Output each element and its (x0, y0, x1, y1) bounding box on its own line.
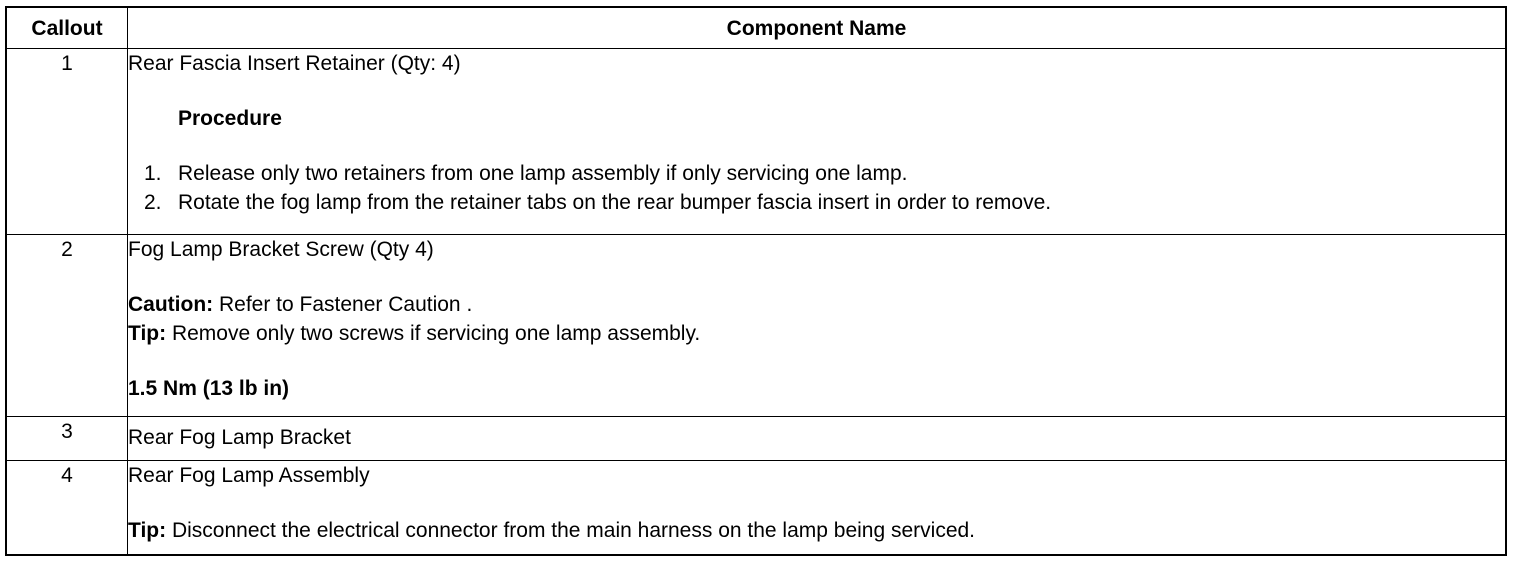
tip-note: Tip: Disconnect the electrical connector from the main harness on the lamp being serviced. (128, 519, 976, 542)
component-name: Rear Fog Lamp Bracket (128, 426, 351, 449)
component-name: Fog Lamp Bracket Screw (Qty 4) (128, 238, 434, 261)
component-name: Rear Fog Lamp Assembly (128, 464, 370, 487)
table-row (6, 461, 1506, 556)
component-table (5, 6, 1507, 556)
tip-note: Tip: Remove only two screws if servicing one lamp assembly. (128, 322, 701, 345)
component-name: Rear Fascia Insert Retainer (Qty: 4) (128, 52, 461, 75)
component-cell (128, 417, 1507, 461)
component-cell (128, 235, 1507, 417)
procedure-steps (128, 159, 1505, 217)
table-row (6, 417, 1506, 461)
component-cell (128, 49, 1507, 235)
torque-spec: 1.5 Nm (13 lb in) (128, 377, 290, 400)
table-row (6, 235, 1506, 417)
callout-number: 4 (6, 461, 128, 556)
component-name-header: Component Name (128, 7, 1507, 49)
caution-note: Caution: Refer to Fastener Caution . (128, 293, 473, 316)
header-row (6, 7, 1506, 49)
callout-number: 3 (6, 417, 128, 461)
procedure-title: Procedure (178, 107, 282, 130)
component-cell (128, 461, 1507, 556)
callout-number: 2 (6, 235, 128, 417)
callout-header: Callout (6, 7, 128, 49)
procedure-step: 2. Rotate the fog lamp from the retainer tabs on the rear bumper fascia insert in order to remove. (144, 191, 1052, 214)
table-row (6, 49, 1506, 235)
procedure-step: 1. Release only two retainers from one lamp assembly if only servicing one lamp. (144, 162, 908, 185)
callout-number: 1 (6, 49, 128, 235)
